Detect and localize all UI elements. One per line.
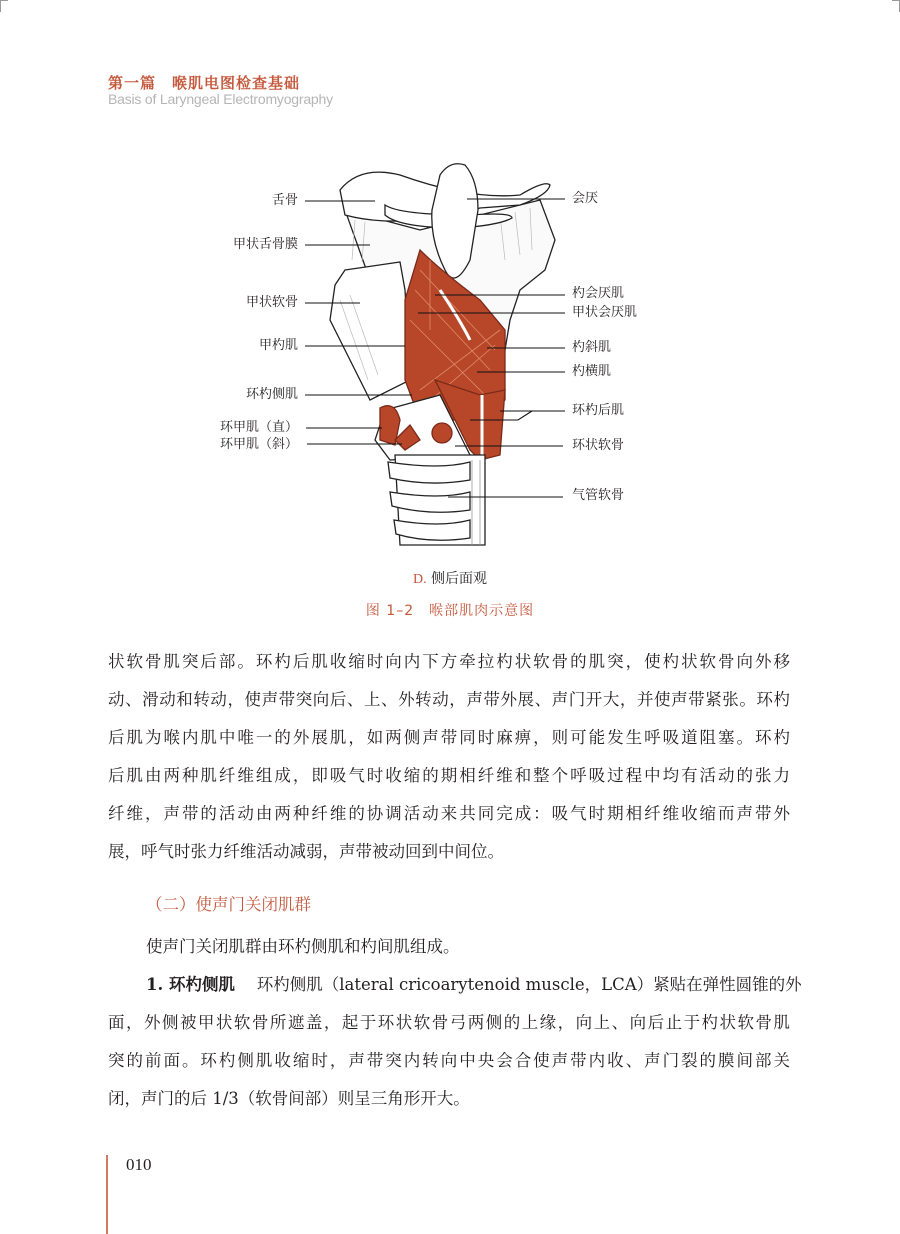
crop-mark	[0, 0, 8, 1]
text-line: 展，呼气时张力纤维活动减弱，声带被动回到中间位。	[108, 842, 504, 861]
label-hyoid: 舌骨	[271, 193, 298, 208]
text-line: 纤维，声带的活动由两种纤维的协调活动来共同完成：吸气时期相纤维收缩而声带外	[108, 804, 790, 823]
running-header-subtitle: Basis of Laryngeal Electromyography	[108, 91, 333, 107]
text-span: 环杓侧肌（lateral cricoarytenoid muscle，LCA）紧贴在弹性圆锥的外	[256, 975, 802, 994]
paragraph-lca	[108, 975, 802, 1127]
text-line: 后肌由两种肌纤维组成，即吸气时收缩的期相纤维和整个呼吸过程中均有活动的张力	[108, 766, 790, 785]
running-header-chapter: 第一篇 喉肌电图检查基础	[108, 74, 301, 92]
section-heading: （二）使声门关闭肌群	[146, 895, 311, 914]
label-lateral-cricoarytenoid: 环杓侧肌	[245, 387, 298, 402]
label-thyroepiglottic: 甲状会厌肌	[572, 305, 638, 320]
label-oblique-arytenoid: 杓斜肌	[572, 340, 612, 355]
page-number: 010	[126, 1155, 152, 1174]
panel-caption	[0, 568, 900, 588]
label-thyroid-cartilage: 甲状软骨	[245, 295, 298, 310]
text-line	[108, 975, 802, 1013]
label-epiglottis: 会厌	[572, 191, 599, 206]
text-line: 突的前面。环杓侧肌收缩时，声带突内转向中央会合使声带内收、声门裂的膜间部关	[108, 1051, 790, 1070]
text-line: 状软骨肌突后部。环杓后肌收缩时向内下方牵拉杓状软骨的肌突，使杓状软骨向外移	[108, 652, 790, 671]
label-thyrohyoid-membrane: 甲状舌骨膜	[232, 237, 298, 252]
text-line: 闭，声门的后 1/3（软骨间部）则呈三角形开大。	[108, 1089, 470, 1108]
text-line: 后肌为喉内肌中唯一的外展肌，如两侧声带同时麻痹，则可能发生呼吸道阻塞。环杓	[108, 728, 790, 747]
label-transverse-arytenoid: 杓横肌	[572, 364, 612, 379]
text-line: 面，外侧被甲状软骨所遮盖，起于环状软骨弓两侧的上缘，向上、向后止于杓状软骨肌	[108, 1013, 790, 1032]
label-tracheal-cartilage: 气管软骨	[572, 488, 625, 503]
text-line: 动、滑动和转动，使声带突向后、上、外转动，声带外展、声门开大，并使声带紧张。环杓	[108, 690, 790, 709]
paragraph-intro: 使声门关闭肌群由环杓侧肌和杓间肌组成。	[146, 937, 460, 956]
label-thyroarytenoid: 甲杓肌	[258, 338, 298, 353]
panel-letter: D.	[412, 572, 427, 587]
label-cricoid-cartilage: 环状软骨	[572, 438, 625, 453]
footer-rule	[106, 1155, 108, 1234]
label-aryepiglottic: 杓会厌肌	[572, 286, 625, 301]
label-cricothyroid-straight: 环甲肌（直）	[219, 420, 298, 435]
crop-mark	[892, 0, 900, 1]
item-title: 1. 环杓侧肌	[146, 975, 235, 994]
larynx-illustration	[0, 150, 900, 550]
label-cricothyroid-oblique: 环甲肌（斜）	[219, 437, 298, 452]
panel-title: 侧后面观	[431, 571, 488, 587]
label-posterior-cricoarytenoid: 环杓后肌	[572, 403, 625, 418]
figure-caption: 图 1–2 喉部肌肉示意图	[365, 603, 535, 619]
paragraph-pca	[108, 652, 790, 880]
crop-mark	[0, 0, 1, 12]
